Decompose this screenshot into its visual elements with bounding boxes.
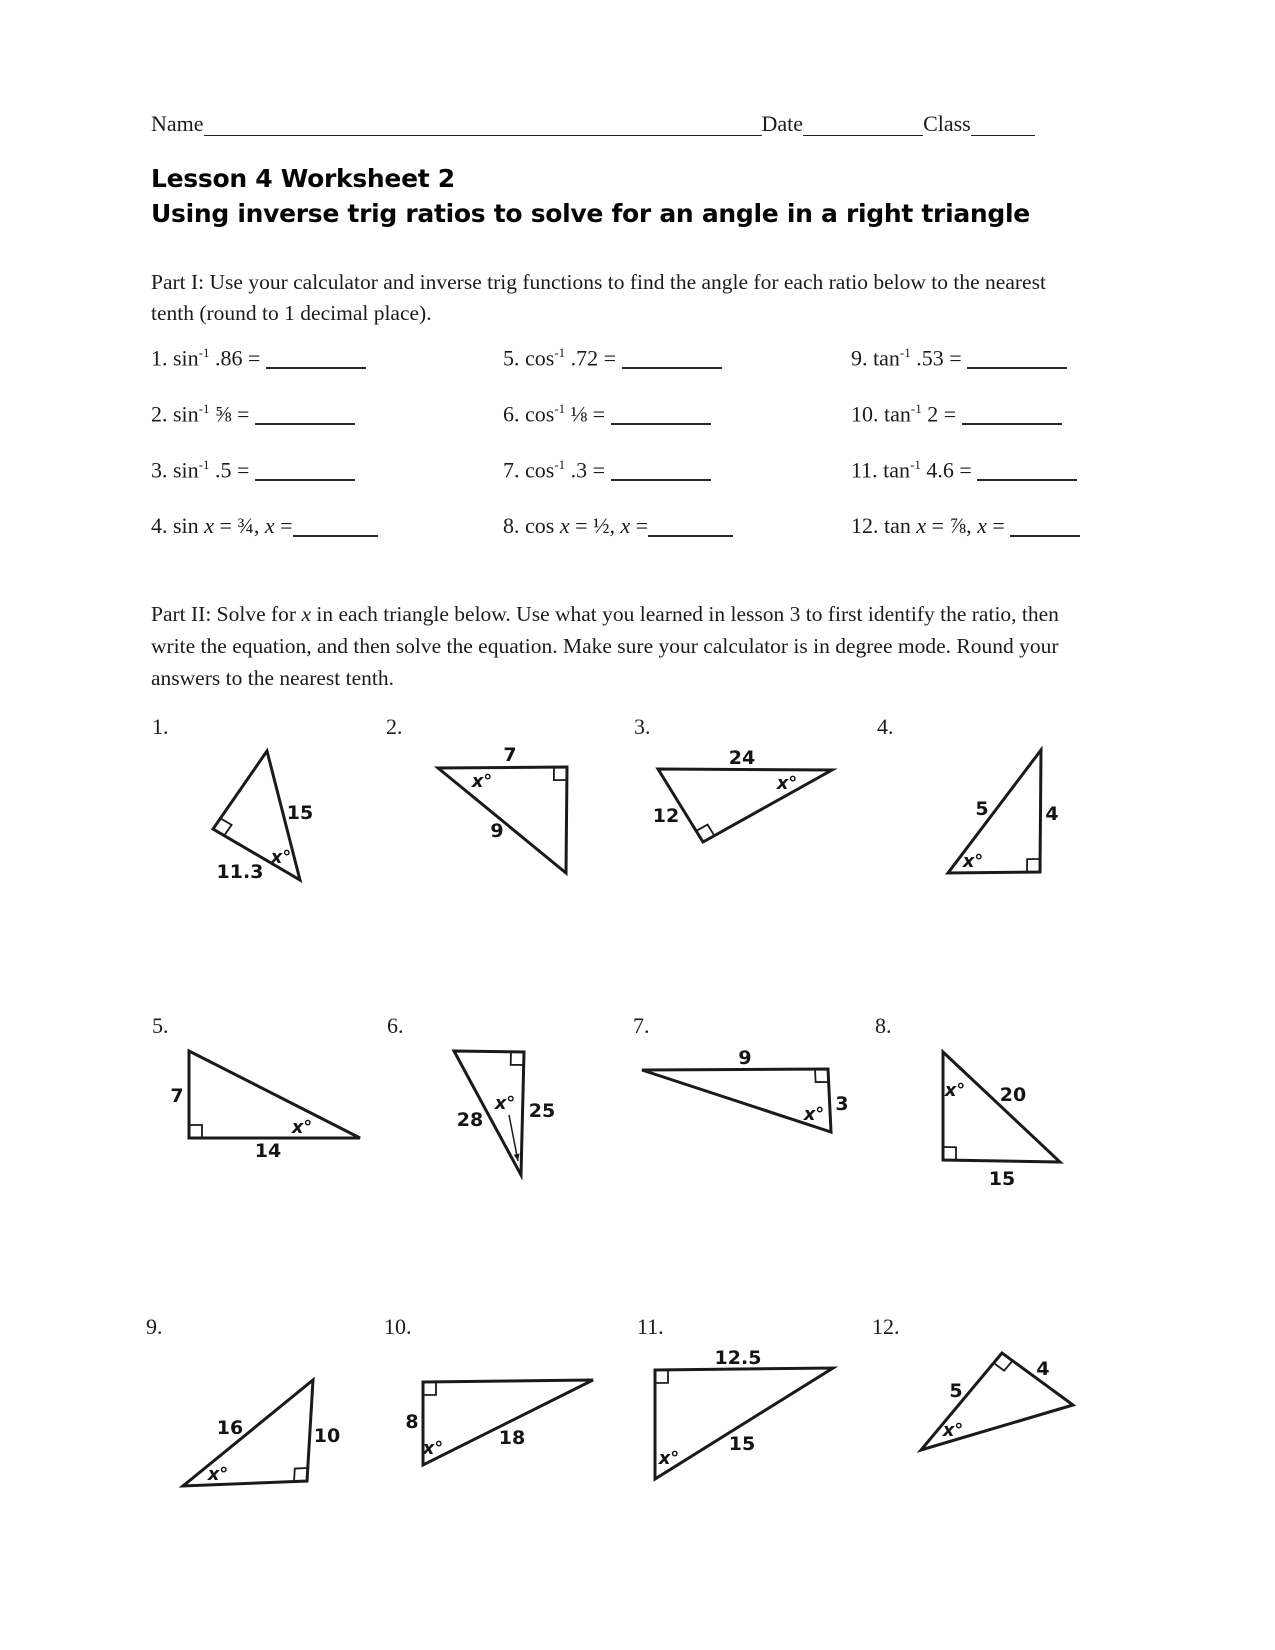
answer-blank: [611, 407, 711, 425]
figure-number: 3.: [634, 714, 651, 739]
part1-instructions: Part I: Use your calculator and inverse trig functions to find the angle for each ratio below to the nearest tenth (round to 1 decimal place).: [151, 270, 1046, 325]
text-run: 12. tan: [851, 513, 917, 538]
text-run: .53 =: [910, 345, 968, 371]
answer-blank: [967, 351, 1067, 369]
figure-number: 5.: [152, 1013, 169, 1038]
side-length-label: 12: [652, 805, 680, 827]
text-run: 5. cos: [503, 345, 555, 371]
side-length-label: 20: [999, 1084, 1027, 1106]
text-run: 11. tan: [851, 457, 911, 483]
figure-number: 4.: [877, 714, 894, 739]
text-run: = ¾,: [213, 513, 265, 538]
text-run: 1. sin: [151, 345, 199, 371]
angle-label: x°: [658, 1448, 680, 1469]
angle-label: x°: [471, 771, 493, 792]
triangle-figure: [425, 745, 585, 880]
figure-number: 10.: [384, 1314, 412, 1339]
side-length-label: 5: [949, 1380, 963, 1402]
right-angle-mark: [189, 1125, 202, 1138]
triangle-outline: [189, 1051, 360, 1138]
triangle-outline: [658, 769, 832, 842]
side-length-label: 5: [975, 798, 989, 820]
text-run: .72 =: [565, 345, 622, 371]
triangle-figure: [185, 740, 335, 892]
italic-variable: x: [977, 513, 987, 538]
name-blank-line: [204, 114, 762, 136]
side-length-label: 11.3: [216, 861, 264, 883]
side-length-label: 4: [1036, 1358, 1050, 1380]
triangle-outline: [943, 1052, 1060, 1162]
angle-label: x°: [494, 1093, 516, 1114]
text-run: 6. cos: [503, 401, 555, 427]
answer-blank: [611, 463, 711, 481]
inverse-superscript: -1: [899, 345, 911, 360]
text-run: =: [274, 513, 293, 538]
text-run: 9. tan: [851, 345, 900, 371]
text-run: 4.6 =: [920, 457, 978, 483]
inverse-superscript: -1: [198, 457, 210, 472]
figure-number: 7.: [633, 1013, 650, 1038]
part1-item: [151, 345, 486, 401]
angle-label: x°: [944, 1080, 966, 1101]
inverse-superscript: -1: [910, 401, 922, 416]
triangle-outline: [183, 1380, 313, 1486]
triangle-figure: [885, 1040, 1070, 1190]
right-angle-mark: [554, 767, 567, 780]
right-angle-mark: [815, 1069, 829, 1082]
inverse-superscript: -1: [198, 401, 210, 416]
part1-column: [851, 345, 1186, 569]
side-length-label: 9: [490, 820, 504, 842]
answer-blank: [255, 463, 355, 481]
side-length-label: 7: [503, 744, 517, 766]
right-angle-mark: [423, 1382, 436, 1395]
inverse-superscript: -1: [910, 457, 921, 472]
inverse-superscript: -1: [554, 457, 566, 472]
text-run: 2 =: [921, 401, 962, 427]
triangle-figure: [885, 1335, 1085, 1460]
italic-variable: x: [559, 513, 570, 538]
text-run: .3 =: [565, 457, 611, 483]
angle-label: x°: [291, 1117, 313, 1138]
answer-blank: [1010, 519, 1080, 537]
figure-number: 12.: [872, 1314, 900, 1339]
triangle-outline: [642, 1069, 831, 1132]
angle-label: x°: [207, 1464, 229, 1485]
part1-item: [503, 457, 838, 513]
inverse-superscript: -1: [554, 345, 566, 360]
right-angle-mark: [943, 1147, 956, 1160]
part1-item: [851, 345, 1186, 401]
triangle-figure: [160, 1040, 375, 1162]
text-run: 2. sin: [151, 401, 199, 427]
text-run: = ⅞,: [926, 513, 978, 538]
italic-variable: x: [204, 513, 214, 538]
text-run: 10. tan: [851, 401, 911, 427]
side-length-label: 8: [405, 1411, 419, 1433]
right-angle-mark: [1027, 859, 1040, 872]
answer-blank: [648, 519, 733, 537]
italic-variable: x: [264, 513, 275, 538]
text-run: 8. cos: [503, 513, 560, 538]
worksheet-title: [151, 161, 1030, 231]
text-run: ⅛ =: [565, 401, 611, 427]
text-run: Part II: Solve for: [151, 602, 302, 626]
side-length-label: 18: [498, 1427, 526, 1449]
angle-label: x°: [803, 1104, 825, 1125]
part1-column: [151, 345, 486, 569]
text-run: 3. sin: [151, 457, 199, 483]
answer-blank: [622, 351, 722, 369]
figure-number: 1.: [152, 714, 169, 739]
answer-blank: [255, 407, 355, 425]
side-length-label: 4: [1045, 803, 1059, 825]
figure-number: 11.: [637, 1314, 664, 1339]
class-label: Class: [923, 111, 971, 136]
inverse-superscript: -1: [554, 401, 566, 416]
side-length-label: 14: [254, 1140, 282, 1162]
side-length-label: 28: [456, 1109, 484, 1131]
part1-item: [503, 513, 838, 569]
part1-item: [151, 401, 486, 457]
text-run: =: [630, 513, 649, 538]
triangle-figure: [935, 740, 1065, 888]
text-run: ⅝ =: [209, 401, 255, 427]
triangle-figure: [645, 745, 845, 855]
right-angle-mark: [655, 1370, 668, 1383]
side-length-label: 15: [988, 1168, 1016, 1190]
class-blank-line: [971, 114, 1035, 136]
triangle-figure: [435, 1040, 555, 1187]
side-length-label: 15: [728, 1433, 756, 1455]
text-run: .86 =: [209, 345, 266, 371]
text-run: .5 =: [209, 457, 255, 483]
answer-blank: [293, 519, 378, 537]
side-length-label: 25: [528, 1100, 556, 1122]
figure-number: 2.: [386, 714, 403, 739]
triangle-figure: [390, 1355, 605, 1475]
part1-item: [151, 513, 486, 569]
title-line-1: Lesson 4 Worksheet 2: [151, 164, 455, 193]
triangle-figure: [150, 1355, 340, 1500]
right-angle-mark: [994, 1361, 1013, 1371]
side-length-label: 24: [728, 747, 756, 769]
angle-label: x°: [776, 773, 798, 794]
right-angle-mark: [511, 1052, 524, 1065]
side-length-label: 12.5: [714, 1347, 762, 1369]
part1-item: [851, 513, 1186, 569]
angle-label: x°: [942, 1420, 964, 1441]
side-length-label: 15: [286, 802, 314, 824]
date-blank-line: [803, 114, 923, 136]
text-run: in each triangle below. Use what you learned in lesson 3 to first identify the ratio, then write the equation, and then solve the equation. Make sure your calculator is in degree mode. Round your answers to the nearest tenth.: [151, 602, 1059, 690]
triangle-figure: [620, 1340, 845, 1492]
triangle-outline: [655, 1368, 833, 1479]
italic-variable: x: [916, 513, 927, 538]
angle-label: x°: [270, 847, 292, 868]
side-length-label: 9: [738, 1047, 752, 1069]
answer-blank: [266, 351, 366, 369]
arrow-head: [514, 1154, 520, 1161]
side-length-label: 16: [216, 1417, 244, 1439]
triangle-outline: [423, 1380, 593, 1465]
part2-instructions: [151, 598, 1101, 694]
side-length-label: 7: [170, 1085, 184, 1107]
header-fill-in-line: [151, 112, 1063, 136]
title-line-2: Using inverse trig ratios to solve for an angle in a right triangle: [151, 199, 1030, 228]
triangle-figure: [605, 1040, 850, 1145]
answer-blank: [977, 463, 1077, 481]
text-run: 4. sin: [151, 513, 205, 538]
side-length-label: 3: [835, 1093, 849, 1115]
italic-variable: x: [301, 602, 312, 626]
italic-variable: x: [620, 513, 631, 538]
angle-label: x°: [962, 851, 984, 872]
part1-item: [851, 401, 1186, 457]
part1-item: [503, 345, 838, 401]
side-length-label: 10: [313, 1425, 341, 1447]
part1-item: [151, 457, 486, 513]
text-run: 7. cos: [503, 457, 555, 483]
part1-item: [851, 457, 1186, 513]
answer-blank: [962, 407, 1062, 425]
part1-item: [503, 401, 838, 457]
figure-number: 6.: [387, 1013, 404, 1038]
date-label: Date: [761, 111, 804, 136]
text-run: =: [986, 513, 1011, 538]
name-label: Name: [151, 111, 204, 136]
figure-number: 8.: [875, 1013, 892, 1038]
part1-column: [503, 345, 838, 569]
figure-number: 9.: [146, 1314, 163, 1339]
angle-label: x°: [422, 1438, 444, 1459]
text-run: = ½,: [569, 513, 621, 538]
inverse-superscript: -1: [198, 345, 210, 360]
